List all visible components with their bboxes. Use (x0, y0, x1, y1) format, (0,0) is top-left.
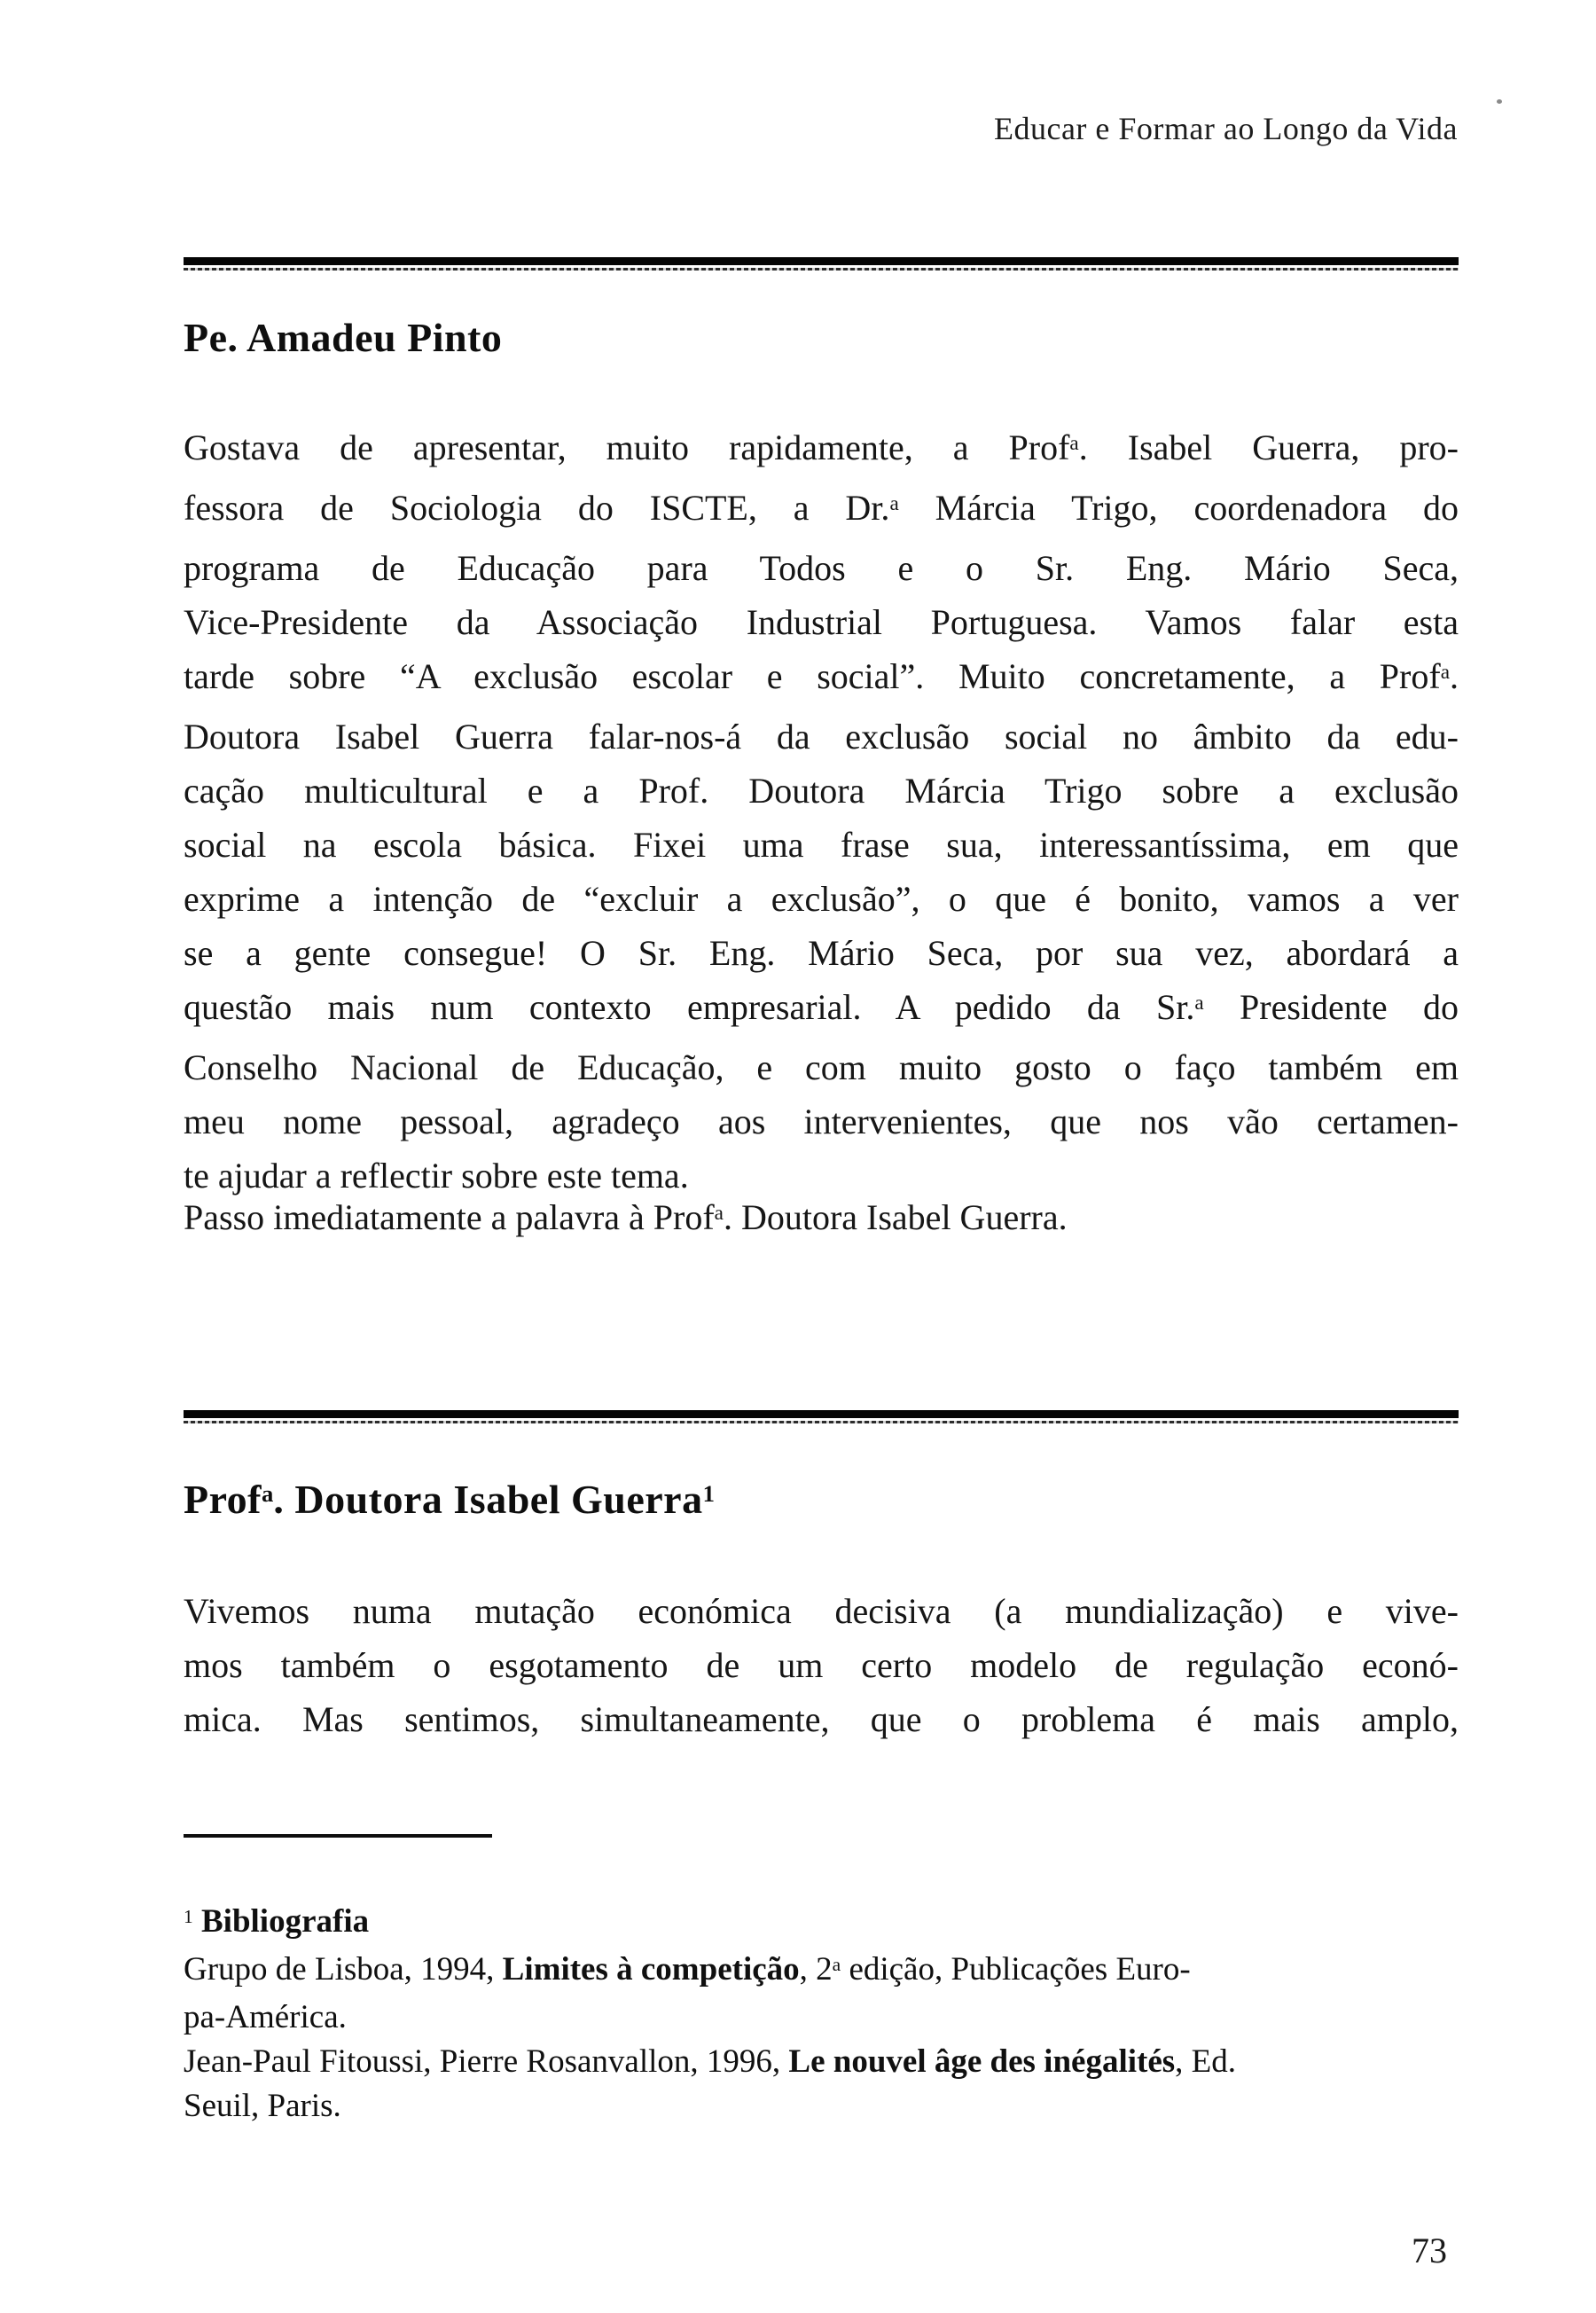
text-line (184, 818, 1459, 872)
text-line (184, 595, 1459, 649)
divider-thick-line (184, 257, 1459, 265)
text-run: Gostava de apresentar, muito rapidamente, a Prof (184, 427, 1070, 467)
text-run (193, 1903, 201, 1940)
text-run: Bibliografia (200, 1903, 370, 1940)
text-run: Grupo de Lisboa, 1994, (184, 1951, 503, 1988)
superscript: a (714, 1201, 724, 1225)
divider-thin-line (184, 1421, 1459, 1423)
text-line (184, 420, 1459, 481)
text-run: Prof (184, 1477, 262, 1523)
text-run: Conselho Nacional de Educação, e com muito gosto o faço também em (184, 1047, 1459, 1087)
section-divider-rule (184, 1410, 1459, 1423)
text-run: . Doutora Isabel Guerra. (723, 1197, 1068, 1237)
text-run: . Doutora Isabel Guerra (273, 1477, 703, 1523)
speaker-heading-isabel-guerra (184, 1476, 1459, 1523)
running-header: Educar e Formar ao Longo da Vida (993, 111, 1458, 146)
text-run: edição, Publicações Euro- (841, 1951, 1191, 1988)
footnote-separator-rule (184, 1834, 492, 1838)
text-run: Limites à competição (502, 1951, 800, 1988)
text-run: se a gente consegue! O Sr. Eng. Mário Seca, por sua vez, abordará a (184, 933, 1459, 973)
text-run: , Ed. (1175, 2043, 1237, 2080)
footnote-bibliografia (184, 1900, 1459, 2129)
text-run: te ajudar a reflectir sobre este tema. (184, 1156, 689, 1196)
text-run: tarde sobre “A exclusão escolar e social”. Muito concretamente, a Prof (184, 656, 1441, 696)
text-run: Passo imediatamente a palavra à Prof (184, 1197, 715, 1237)
text-run: . Isabel Guerra, pro- (1078, 427, 1459, 467)
text-run: , 2 (799, 1951, 833, 1988)
text-line (184, 2040, 1459, 2084)
text-line (184, 1948, 1459, 1995)
superscript: a (1440, 660, 1450, 684)
text-run: questão mais num contexto empresarial. A pedido da Sr. (184, 987, 1195, 1027)
text-line (184, 1995, 1459, 2040)
text-line (184, 1094, 1459, 1149)
divider-thick-line (184, 1410, 1459, 1418)
text-run: exprime a intenção de “excluir a exclusão”, o que é bonito, vamos a ver (184, 879, 1459, 919)
text-run: mos também o esgotamento de um certo modelo de regulação econó- (184, 1645, 1459, 1685)
text-line (184, 710, 1459, 764)
text-run: Doutora Isabel Guerra falar-nos-á da exclusão social no âmbito da edu- (184, 717, 1459, 757)
text-line (184, 980, 1459, 1040)
text-run: social na escola básica. Fixei uma frase sua, interessantíssima, em que (184, 825, 1459, 865)
paragraph-mutacao-economica (184, 1584, 1459, 1746)
superscript: a (1069, 431, 1079, 455)
text-run: Márcia Trigo, coordenadora do (898, 488, 1459, 528)
text-line (184, 1692, 1459, 1746)
divider-thin-line (184, 268, 1459, 271)
text-line (184, 1584, 1459, 1638)
text-run: meu nome pessoal, agradeço aos intervenientes, que nos vão certamen- (184, 1102, 1459, 1141)
text-line (184, 1900, 1459, 1948)
text-line (184, 649, 1459, 710)
text-line (184, 1638, 1459, 1692)
text-run: mica. Mas sentimos, simultaneamente, que o problema é mais amplo, (184, 1699, 1459, 1739)
superscript: a (832, 1953, 841, 1975)
text-line (184, 2084, 1459, 2129)
text-run: Vivemos numa mutação económica decisiva (a mundialização) e vive- (184, 1591, 1459, 1631)
paragraph-introduction (184, 420, 1459, 1203)
text-run: cação multicultural e a Prof. Doutora Márcia Trigo sobre a exclusão (184, 771, 1459, 811)
text-line (184, 1040, 1459, 1094)
text-run: fessora de Sociologia do ISCTE, a Dr. (184, 488, 890, 528)
superscript: a (1194, 991, 1204, 1015)
text-line (184, 481, 1459, 541)
paragraph-handover (184, 1190, 1459, 1251)
superscript: 1 (702, 1480, 715, 1508)
superscript: 1 (184, 1905, 193, 1927)
text-run: Vice-Presidente da Associação Industrial Portuguesa. Vamos falar esta (184, 602, 1459, 642)
section-divider-rule (184, 257, 1459, 271)
superscript: a (262, 1480, 274, 1508)
text-line (184, 541, 1459, 595)
text-run: Jean-Paul Fitoussi, Pierre Rosanvallon, 1996, (184, 2043, 789, 2080)
text-run: programa de Educação para Todos e o Sr. Eng. Mário Seca, (184, 548, 1459, 588)
speaker-heading-amadeu-pinto (184, 314, 1459, 361)
text-line (184, 926, 1459, 980)
text-run: pa-América. (184, 1999, 347, 2035)
text-run: . (1450, 656, 1459, 696)
text-run: Presidente do (1203, 987, 1459, 1027)
superscript: a (889, 491, 899, 515)
text-run: Seuil, Paris. (184, 2088, 341, 2124)
text-run: Le nouvel âge des inégalités (788, 2043, 1176, 2080)
scan-speck (1497, 99, 1502, 104)
text-line (184, 872, 1459, 926)
page-number: 73 (1412, 2231, 1447, 2270)
text-line (184, 764, 1459, 818)
text-run: Pe. Amadeu Pinto (184, 315, 503, 361)
